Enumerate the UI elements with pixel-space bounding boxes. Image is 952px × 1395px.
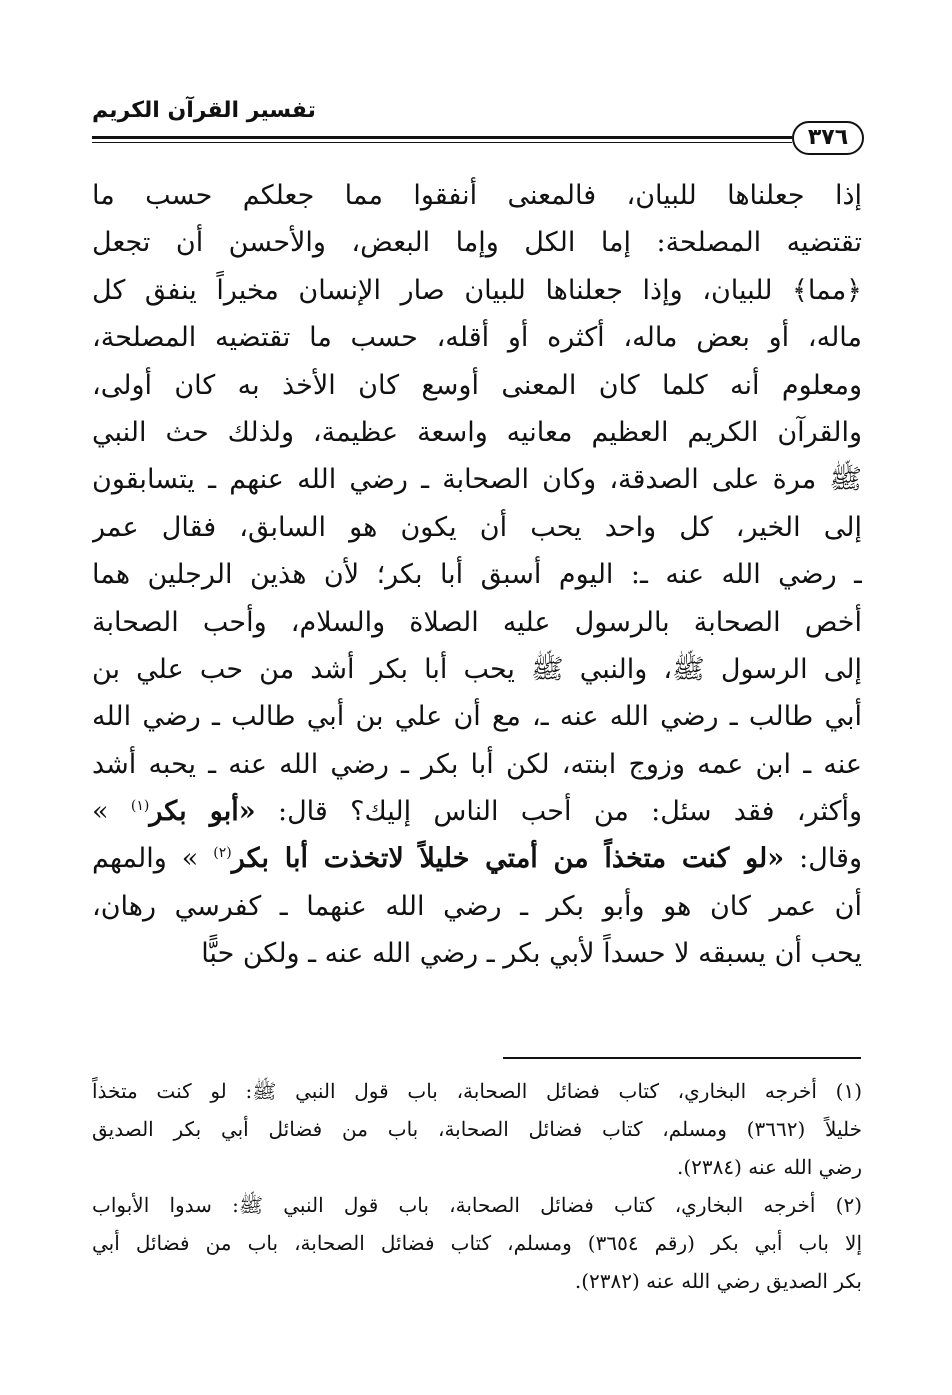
body-line-11: إلى الرسول ﷺ، والنبي ﷺ يحب أبا بكر أشد من حب علي بن (92, 653, 862, 685)
body-line-15 (92, 835, 862, 882)
body-line-3: ﴿مما﴾ للبيان، وإذا جعلناها للبيان صار الإنسان مخيراً ينفق كل (92, 274, 862, 306)
footnote-2-line-1: (٢) أخرجه البخاري، كتاب فضائل الصحابة، باب قول النبي ﷺ: سدوا الأبواب (92, 1193, 862, 1217)
footnote-1-line-3: رضي الله عنه (٢٣٨٤). (676, 1155, 862, 1179)
body-line-17: يحب أن يسبقه لا حسداً لأبي بكر ـ رضي الله عنه ـ ولكن حبًّا (201, 938, 862, 970)
body-line-15-start: وقال: (784, 843, 862, 875)
footnote-ref-2[interactable]: (٢) (213, 845, 232, 862)
body-line-13: عنه ـ ابن عمه وزوج ابنته، لكن أبا بكر ـ رضي الله عنه ـ يحبه أشد (92, 748, 862, 780)
footnote-1-line-2: خليلاً (٣٦٦٢) ومسلم، كتاب فضائل الصحابة، باب من فضائل أبي بكر الصديق (92, 1117, 862, 1141)
body-text (92, 172, 862, 978)
header-rule-thin (92, 142, 792, 143)
body-line-5: ومعلوم أنه كلما كان المعنى أوسع كان الأخذ به كان أولى، (92, 369, 862, 401)
hadith-quote-1: «أبو بكر (149, 796, 256, 828)
body-line-7: ﷺ مرة على الصدقة، وكان الصحابة ـ رضي الله عنهم ـ يتسابقون (92, 464, 862, 496)
body-line-2: تقتضيه المصلحة: إما الكل وإما البعض، والأحسن أن تجعل (92, 227, 862, 259)
body-line-6: والقرآن الكريم العظيم معانيه واسعة عظيمة، ولذلك حث النبي (92, 416, 862, 448)
hadith-quote-2: «لو كنت متخذاً من أمتي خليلاً لاتخذت أبا بكر (231, 843, 785, 875)
body-line-12: أبي طالب ـ رضي الله عنه ـ، مع أن علي بن أبي طالب ـ رضي الله (92, 701, 862, 733)
footnote-ref-1[interactable]: (١) (130, 798, 150, 815)
body-line-8: إلى الخير، كل واحد يحب أن يكون هو السابق، فقال عمر (92, 511, 862, 543)
running-title: تفسير القرآن الكريم (92, 98, 316, 123)
page-number: ٣٧٦ (792, 121, 864, 155)
body-line-14 (92, 788, 862, 835)
body-line-15-end: والمهم (92, 843, 182, 875)
footnote-1-line-1: (١) أخرجه البخاري، كتاب فضائل الصحابة، باب قول النبي ﷺ: لو كنت متخذاً (92, 1079, 862, 1103)
body-line-10: أخص الصحابة بالرسول عليه الصلاة والسلام، وأحب الصحابة (92, 606, 862, 638)
footnote-separator (503, 1057, 861, 1059)
body-line-14-text: وأكثر، فقد سئل: من أحب الناس إليك؟ قال: (277, 796, 862, 828)
body-line-9: ـ رضي الله عنه ـ: اليوم أسبق أبا بكر؛ لأن هذين الرجلين هما (92, 559, 862, 591)
body-line-4: ماله، أو بعض ماله، أكثره أو أقله، حسب ما تقتضيه المصلحة، (92, 322, 862, 354)
hadith-quote-2-close: » (181, 843, 199, 875)
footnote-2-line-2: إلا باب أبي بكر (رقم ٣٦٥٤) ومسلم، كتاب فضائل الصحابة، باب من فضائل أبي (92, 1231, 862, 1255)
footnote-2-line-3: بكر الصديق رضي الله عنه (٢٣٨٢). (574, 1269, 862, 1293)
body-line-16: أن عمر كان هو وأبو بكر ـ رضي الله عنهما ـ كفرسي رهان، (92, 890, 862, 922)
body-line-1: إذا جعلناها للبيان، فالمعنى أنفقوا مما جعلكم حسب ما (92, 180, 862, 211)
footnotes (92, 1072, 862, 1300)
hadith-quote-1-close: » (92, 796, 109, 828)
header-rule-thick (92, 136, 792, 139)
